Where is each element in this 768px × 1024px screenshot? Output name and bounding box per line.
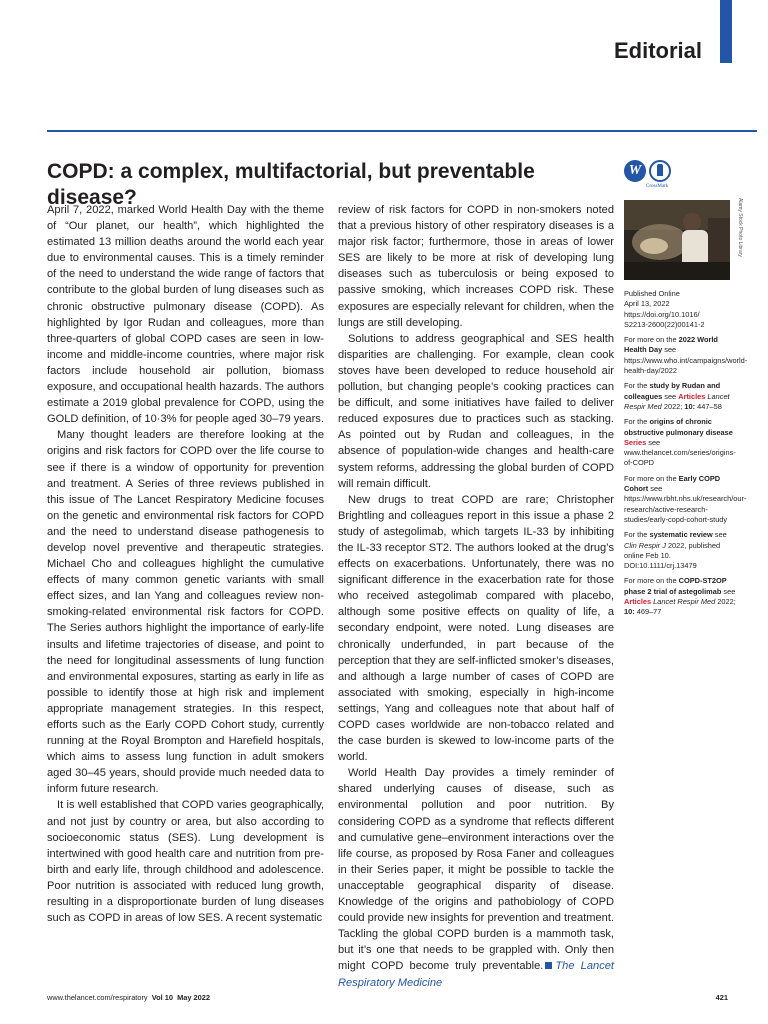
series-link[interactable]: Series [624,437,647,447]
end-mark-icon [545,962,552,969]
articles-link[interactable]: Articles [624,597,652,607]
paragraph: Many thought leaders are therefore looking at the origins and risk factors for COPD over the life course to see if there is a window of opportunity for prevention and treatment. A Series of three reviews published in this issue of The Lancet Respiratory Medicine focuses on the genetic and environmental risk factors for COPD and the need to understand disease pathogenesis to develop novel preventive and therapeutic strategies. Michael Cho and colleagues highlight the cumulative effects of many common genetic variants with small effect sizes, and Ian Yang and colleagues review non-smoking-related environmental risk factors for COPD. The Series authors highlight the importance of early-life insults and lifetime trajectories of disease, and point to the need for longitudinal assessments of lung function and environmental exposures, starting as early in life as possible to identify those at high risk and implement appropriate management strategies. In this respect, efforts such as the Early COPD Cohort study, currently running at the Royal Brompton and Harefield hospitals, which aims to assess lung function in adult smokers aged 30–45 years, should provide much needed data to inform future research. [47,429,324,796]
w-badge-icon[interactable]: W [624,160,646,182]
footer-url[interactable]: www.thelancet.com/respiratory [47,993,148,1002]
paragraph: review of risk factors for COPD in non-smokers noted that a previous history of other respiratory diseases is a major risk factor; furthermore, those in areas of lower SES are likely to be more at risk of developing lung diseases such as tuberculosis or being exposed to passive smoking, which increases COPD risk. These exposures are especially relevant for children, when the lungs are still developing. [338,204,614,329]
journal-signature[interactable]: The Lancet Respiratory Medicine [338,960,614,989]
paragraph-text: World Health Day provides a timely reminder of shared underlying causes of disease, such as environmental pollution and poor nutrition. By considering COPD as a syndrome that reflects different and cumulative gene–environment interactions over the life course, as proposed by Rosa Faner and colleagues in their Series paper, it might be possible to tackle the unacceptable geographical disparity of disease. Knowledge of the origins and pathobiology of COPD could provide new insights for prevention and treatment. Tackling the global COPD burden is a mammoth task, but it’s one that needs to be grappled with. Only then might COPD become truly preventable. [338,767,614,973]
photo-credit: Alamy Stock Photo Library [737,198,743,257]
articles-link[interactable]: Articles [678,391,706,401]
footer-journal [47,993,210,1002]
article-photo [624,200,730,280]
sidebar-note-series: For the origins of chronic obstructive pulmonary disease Series see www.thelancet.com/series/origins-of-COPD [624,417,736,468]
header-rule [47,130,757,132]
sidebar [624,289,748,623]
section-label: Editorial [613,38,702,63]
article-title: COPD: a complex, multifactorial, but preventable disease? [47,160,535,209]
footer-volume: Vol 10 [151,993,173,1002]
final-paragraph [338,765,614,990]
crossmark-label: CrossMark [646,184,669,189]
page-number: 421 [715,993,728,1002]
sidebar-note-rudan: For the study by Rudan and colleagues see Articles Lancet Respir Med 2022; 10: 447–58 [624,381,730,411]
published-info: Published Online April 13, 2022 https://doi.org/10.1016/ S2213-2600(22)00141-2 [624,289,705,329]
accent-bar [720,0,732,63]
body-column-2 [338,202,614,991]
sidebar-note-world-health-day: For more on the 2022 World Health Day see https://www.who.int/campaigns/world-health-day/2022 [624,335,748,376]
paragraph: Solutions to address geographical and SES health disparities are challenging. For example, clean cook stoves have been developed to reduce household air pollution, but changing people’s cooking practices can be difficult, and some initiatives have failed to deliver reduced exposures due to practices such as stacking. As pointed out by Rudan and colleagues, in the absence of population-wide changes and health-care system reforms, addressing the global burden of COPD will remain difficult. [338,332,614,490]
paragraph: It is well established that COPD varies geographically, and not just by country or area, but also according to socioeconomic status (SES). Lung development is intertwined with good health care and nutrition from pre-birth and early life, through childhood and adolescence. Poor nutrition is associated with reduced lung growth, resulting in a disproportionate burden of lung diseases such as COPD in areas of low SES. A recent systematic [47,799,324,925]
paragraph: April 7, 2022, marked World Health Day with the theme of “Our planet, our health”, which highlighted the estimated 13 million deaths around the world each year due to environmental causes. This is a timely reminder of the need to understand the wide range of factors that contribute to the global burden of lung diseases such as chronic obstructive pulmonary disease (COPD). As highlighted by Igor Rudan and colleagues, more than three-quarters of global COPD cases are seen in low-income and middle-income countries, where major risk factors include household air pollution, biomass exposure, and occupational health hazards. The authors estimate a 2019 global prevalence for COPD, using the GOLD definition, of 10·3% for people aged 30–79 years. [47,204,324,426]
sidebar-note-copd-st2op: For more on the COPD-ST2OP phase 2 trial of astegolimab see Articles Lancet Respir Med 2022; 10: 469–77 [624,576,736,617]
footer-date: May 2022 [177,993,210,1002]
crossmark-icon[interactable] [649,160,671,182]
sidebar-note-early-copd: For more on the Early COPD Cohort see https://www.rbht.nhs.uk/research/our-research/active-research-studies/early-copd-cohort-study [624,473,747,524]
body-column-1 [47,202,324,926]
paragraph: New drugs to treat COPD are rare; Christopher Brightling and colleagues report in this issue a phase 2 study of astegolimab, which targets IL-33 by inhibiting the IL-33 receptor ST2. The authors looked at the drug’s effects on exacerbations. Unfortunately, there was no significant difference in the exacerbation rate for those who received astegolimab compared with placebo, although some positive effects on quality of life, a secondary endpoint, were noted. Lung diseases are chronically underfunded, in part because of the perception that they are self-inflicted smoker’s diseases, and although a large number of cases of COPD are associated with smoking, especially in high-income settings, Yang and colleagues note that about half of COPD cases worldwide are non-tobacco related and the case burden is skewed to low-income parts of the world. [338,493,614,764]
badge-group [624,160,684,194]
photo-image [624,200,730,280]
sidebar-note-systematic-review: For the systematic review see Clin Respir J 2022, published online Feb 10. DOI:10.1111/crj.13479 [624,530,727,571]
